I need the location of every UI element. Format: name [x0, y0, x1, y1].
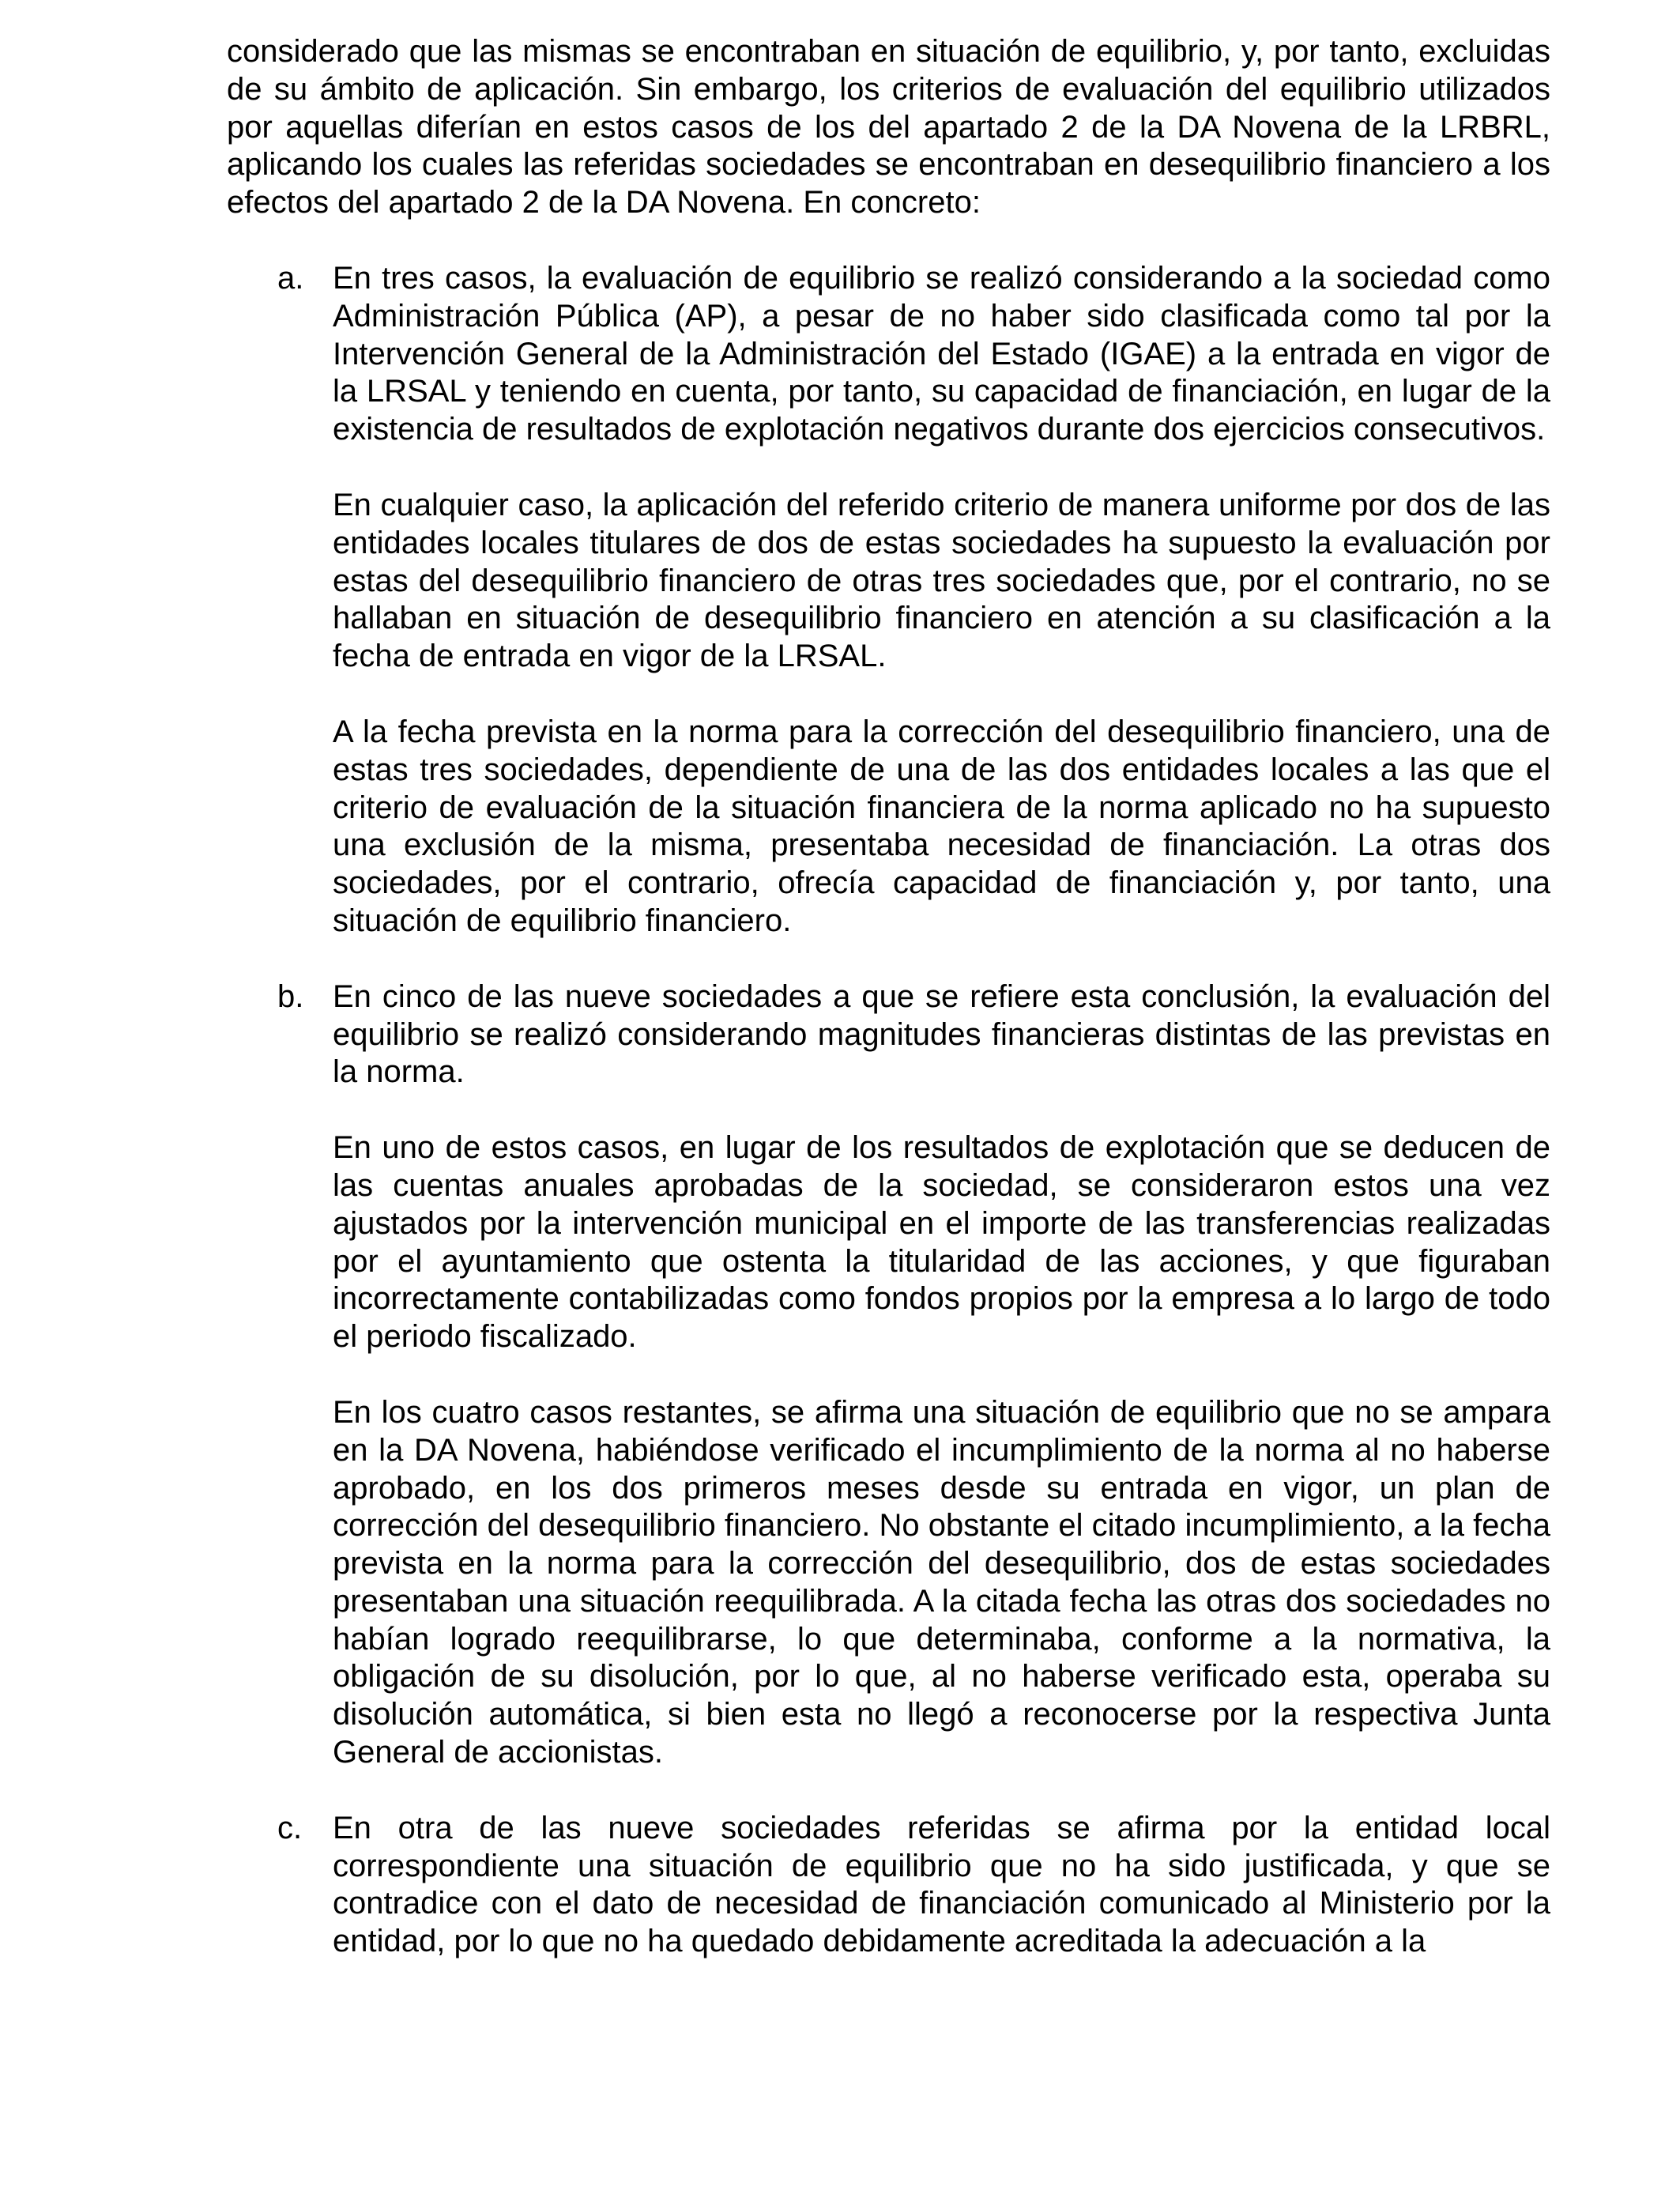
list-item-b [227, 978, 1550, 1772]
list-marker: c. [277, 1810, 303, 1845]
conclusion-list [227, 260, 1550, 1961]
item-b-paragraph-3: En los cuatro casos restantes, se afirma una situación de equilibrio que no se ampara en la DA Novena, habiéndose verificado el incumplimiento de la norma al no haberse aprobado, en los dos primeros meses desde su entrada en vigor, un plan de corrección del desequilibrio financiero. No obstante el citado incumplimiento, a la fecha prevista en la norma para la corrección del desequilibrio, dos de estas sociedades presentaban una situación reequilibrada. A la citada fecha las otras dos sociedades no habían logrado reequilibrarse, lo que determinaba, conforme a la normativa, la obligación de su disolución, por lo que, al no haberse verificado esta, operaba su disolución automática, si bien esta no llegó a reconocerse por la respectiva Junta General de accionistas. [333, 1394, 1550, 1770]
list-item-c [227, 1810, 1550, 1961]
list-marker: b. [277, 978, 304, 1014]
list-marker: a. [277, 260, 304, 296]
document-page [227, 33, 1550, 1999]
item-a-paragraph-2: En cualquier caso, la aplicación del referido criterio de manera uniforme por dos de las entidades locales titulares de dos de estas sociedades ha supuesto la evaluación por estas del desequilibrio financiero de otras tres sociedades que, por el contrario, no se hallaban en situación de desequilibrio financiero en atención a su clasificación a la fecha de entrada en vigor de la LRSAL. [333, 487, 1550, 674]
list-item-a [227, 260, 1550, 941]
item-a-paragraph-1: En tres casos, la evaluación de equilibrio se realizó considerando a la sociedad como Administración Pública (AP), a pesar de no haber sido clasificada como tal por la Intervención General de la Administración del Estado (IGAE) a la entrada en vigor de la LRSAL y teniendo en cuenta, por tanto, su capacidad de financiación, en lugar de la existencia de resultados de explotación negativos durante dos ejercicios consecutivos. [333, 260, 1550, 447]
item-c-paragraph-1: En otra de las nueve sociedades referidas se afirma por la entidad local correspondiente una situación de equilibrio que no ha sido justificada, y que se contradice con el dato de necesidad de financiación comunicado al Ministerio por la entidad, por lo que no ha quedado debidamente acreditada la adecuación a la [333, 1810, 1550, 1959]
item-a-paragraph-3: A la fecha prevista en la norma para la corrección del desequilibrio financiero, una de estas tres sociedades, dependiente de una de las dos entidades locales a las que el criterio de evaluación de la situación financiera de la norma aplicado no ha supuesto una exclusión de la misma, presentaba necesidad de financiación. La otras dos sociedades, por el contrario, ofrecía capacidad de financiación y, por tanto, una situación de equilibrio financiero. [333, 714, 1550, 938]
item-b-paragraph-1: En cinco de las nueve sociedades a que se refiere esta conclusión, la evaluación del equilibrio se realizó considerando magnitudes financieras distintas de las previstas en la norma. [333, 978, 1550, 1090]
intro-paragraph: considerado que las mismas se encontraban en situación de equilibrio, y, por tanto, excluidas de su ámbito de aplicación. Sin embargo, los criterios de evaluación del equilibrio utilizados por aquellas diferían en estos casos de los del apartado 2 de la DA Novena de la LRBRL, aplicando los cuales las referidas sociedades se encontraban en desequilibrio financiero a los efectos del apartado 2 de la DA Novena. En concreto: [227, 34, 1550, 221]
item-b-paragraph-2: En uno de estos casos, en lugar de los resultados de explotación que se deducen de las cuentas anuales aprobadas de la sociedad, se consideraron estos una vez ajustados por la intervención municipal en el importe de las transferencias realizadas por el ayuntamiento que ostenta la titularidad de las acciones, y que figuraban incorrectamente contabilizadas como fondos propios por la empresa a lo largo de todo el periodo fiscalizado. [333, 1130, 1550, 1355]
